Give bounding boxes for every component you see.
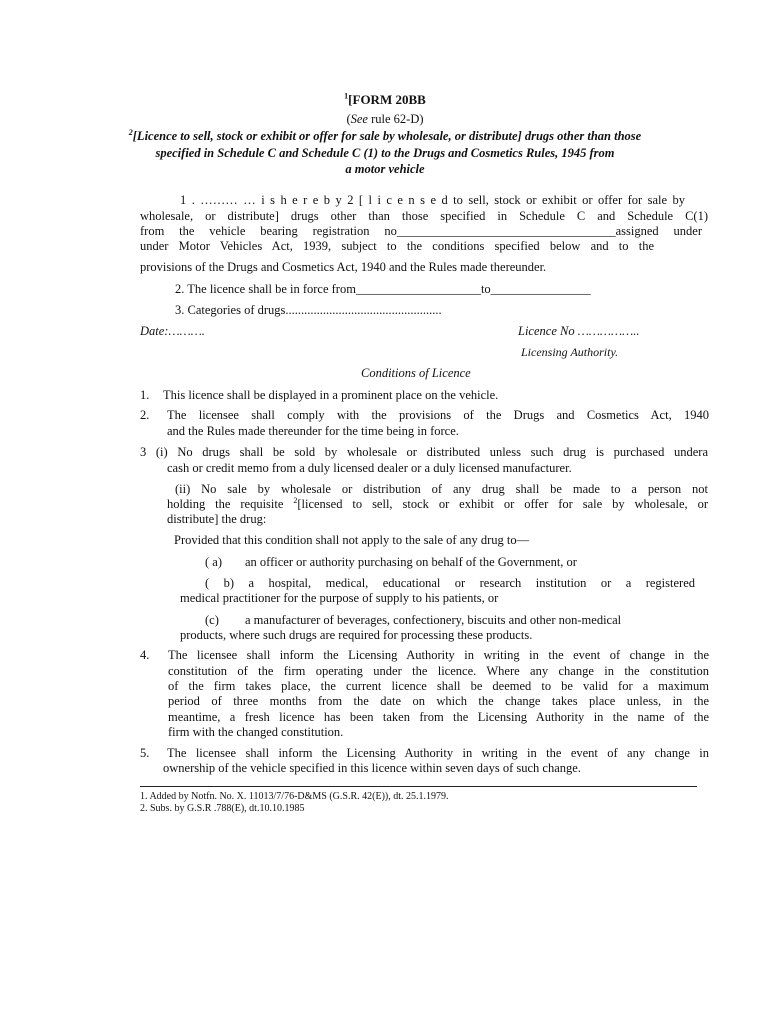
condition-4-line5 bbox=[168, 710, 709, 725]
condition-4-line2-text: constitution of the firm operating under the licence. Where any change in the constitution bbox=[168, 664, 709, 678]
date-label: Date:………. bbox=[140, 324, 205, 338]
see-rule bbox=[0, 112, 770, 127]
form-title-text: [FORM 20BB bbox=[348, 92, 426, 107]
para2-validity: 2. The licence shall be in force from____________________to________________ bbox=[175, 282, 591, 296]
condition-3-line2: cash or credit memo from a duly licensed dealer or a duly licensed manufacturer. bbox=[167, 461, 572, 475]
condition-5-line2: ownership of the vehicle specified in this licence within seven days of such change. bbox=[163, 761, 581, 775]
see-rule-italic: See bbox=[350, 112, 368, 126]
subtitle-text: [Licence to sell, stock or exhibit or offer for sale by wholesale, or distribute] drugs other than those bbox=[132, 129, 642, 143]
item-a-label: ( a) bbox=[205, 555, 222, 569]
subtitle-line2: specified in Schedule C and Schedule C (1) to the Drugs and Cosmetics Rules, 1945 from bbox=[155, 146, 615, 160]
footnote-1: 1. Added by Notfn. No. X. 11013/7/76-D&MS (G.S.R. 42(E)), dt. 25.1.1979. bbox=[140, 791, 449, 802]
licence-number: Licence No …………….. bbox=[518, 324, 640, 338]
subtitle-line1 bbox=[0, 129, 770, 144]
para1-line3 bbox=[140, 224, 702, 239]
para1-line2 bbox=[140, 209, 708, 224]
condition-4-number: 4. bbox=[140, 648, 150, 662]
condition-2-line2: and the Rules made thereunder for the time being in force. bbox=[167, 424, 459, 438]
condition-4-line2 bbox=[168, 664, 709, 679]
condition-4-line3 bbox=[168, 679, 709, 694]
condition-1-text: This licence shall be displayed in a prominent place on the vehicle. bbox=[163, 388, 499, 402]
conditions-heading: Conditions of Licence bbox=[361, 366, 471, 380]
condition-5-line1 bbox=[167, 746, 709, 761]
para1-line4-text: under Motor Vehicles Act, 1939, subject to the conditions specified below and to the bbox=[140, 239, 654, 253]
footnote-mark: 1 bbox=[344, 91, 349, 101]
condition-3-line1 bbox=[140, 445, 708, 460]
condition-4-line4 bbox=[168, 694, 709, 709]
footnote-2: 2. Subs. by G.S.R .788(E), dt.10.10.1985 bbox=[140, 803, 305, 814]
para1-line1-text: 1 . ……… … i s h e r e b y 2 [ l i c e n s e d to sell, stock or exhibit or offer for sale by bbox=[180, 193, 685, 207]
para1-line2-text: wholesale, or distribute] drugs other than those specified in Schedule C and Schedule C(1) bbox=[140, 209, 708, 223]
item-c-text: a manufacturer of beverages, confectionery, biscuits and other non-medical bbox=[245, 613, 622, 627]
para1-line3-text: from the vehicle bearing registration no___________________________________assigned under bbox=[140, 224, 702, 238]
condition-3ii-line1 bbox=[175, 482, 708, 497]
condition-3ii-line2-a: holding the requisite bbox=[167, 497, 294, 511]
footnote-mark: 2 bbox=[128, 127, 133, 137]
condition-5-number: 5. bbox=[140, 746, 150, 760]
para3-categories: 3. Categories of drugs.................................................. bbox=[175, 303, 442, 317]
licensing-authority: Licensing Authority. bbox=[521, 345, 619, 359]
condition-3ii-line2-text bbox=[167, 497, 708, 512]
footnote-divider bbox=[140, 786, 697, 787]
condition-3-line1-text: 3 (i) No drugs shall be sold by wholesale or distributed unless such drug is purchased undera bbox=[140, 445, 708, 459]
condition-1-number: 1. bbox=[140, 388, 150, 402]
item-a-text: an officer or authority purchasing on behalf of the Government, or bbox=[245, 555, 577, 569]
condition-2-line1-text: The licensee shall comply with the provisions of the Drugs and Cosmetics Act, 1940 bbox=[167, 408, 709, 422]
condition-4-line4-text: period of three months from the date on which the change takes place unless, in the bbox=[168, 694, 709, 708]
item-b-line2: medical practitioner for the purpose of supply to his patients, or bbox=[180, 591, 499, 605]
footnote-mark: 2 bbox=[293, 495, 298, 505]
para1-line1 bbox=[180, 193, 685, 208]
item-c-line2: products, where such drugs are required for processing these products. bbox=[180, 628, 533, 642]
condition-5-line1-text: The licensee shall inform the Licensing Authority in writing in the event of any change in bbox=[167, 746, 709, 760]
proviso: Provided that this condition shall not apply to the sale of any drug to— bbox=[174, 533, 530, 547]
condition-4-line1 bbox=[168, 648, 709, 663]
para1-line4 bbox=[140, 239, 654, 254]
subtitle-line3: a motor vehicle bbox=[345, 162, 425, 176]
condition-2-number: 2. bbox=[140, 408, 150, 422]
see-rule-open: ( bbox=[346, 112, 351, 126]
para1-line5: provisions of the Drugs and Cosmetics Act, 1940 and the Rules made thereunder. bbox=[140, 260, 547, 274]
see-rule-rest: rule 62-D) bbox=[367, 112, 424, 126]
condition-3ii-line3: distribute] the drug: bbox=[167, 512, 267, 526]
condition-3ii-line2-b: [licensed to sell, stock or exhibit or offer for sale by wholesale, or bbox=[297, 497, 708, 511]
condition-4-line6: firm with the changed constitution. bbox=[168, 725, 344, 739]
condition-4-line3-text: of the firm takes place, the current licence shall be deemed to be valid for a maximum bbox=[168, 679, 709, 693]
condition-4-line1-text: The licensee shall inform the Licensing Authority in writing in the event of change in the bbox=[168, 648, 709, 662]
condition-4-line5-text: meantime, a fresh licence has been taken from the Licensing Authority in the name of the bbox=[168, 710, 709, 724]
condition-3ii-line1-text: (ii) No sale by wholesale or distribution of any drug shall be made to a person not bbox=[175, 482, 708, 496]
item-b-line1 bbox=[205, 576, 695, 591]
condition-3ii-line2 bbox=[167, 497, 708, 512]
condition-2-line1 bbox=[167, 408, 709, 423]
item-c-label: (c) bbox=[205, 613, 219, 627]
form-title bbox=[0, 92, 770, 108]
item-b-line1-text: ( b) a hospital, medical, educational or research institution or a registered bbox=[205, 576, 695, 590]
